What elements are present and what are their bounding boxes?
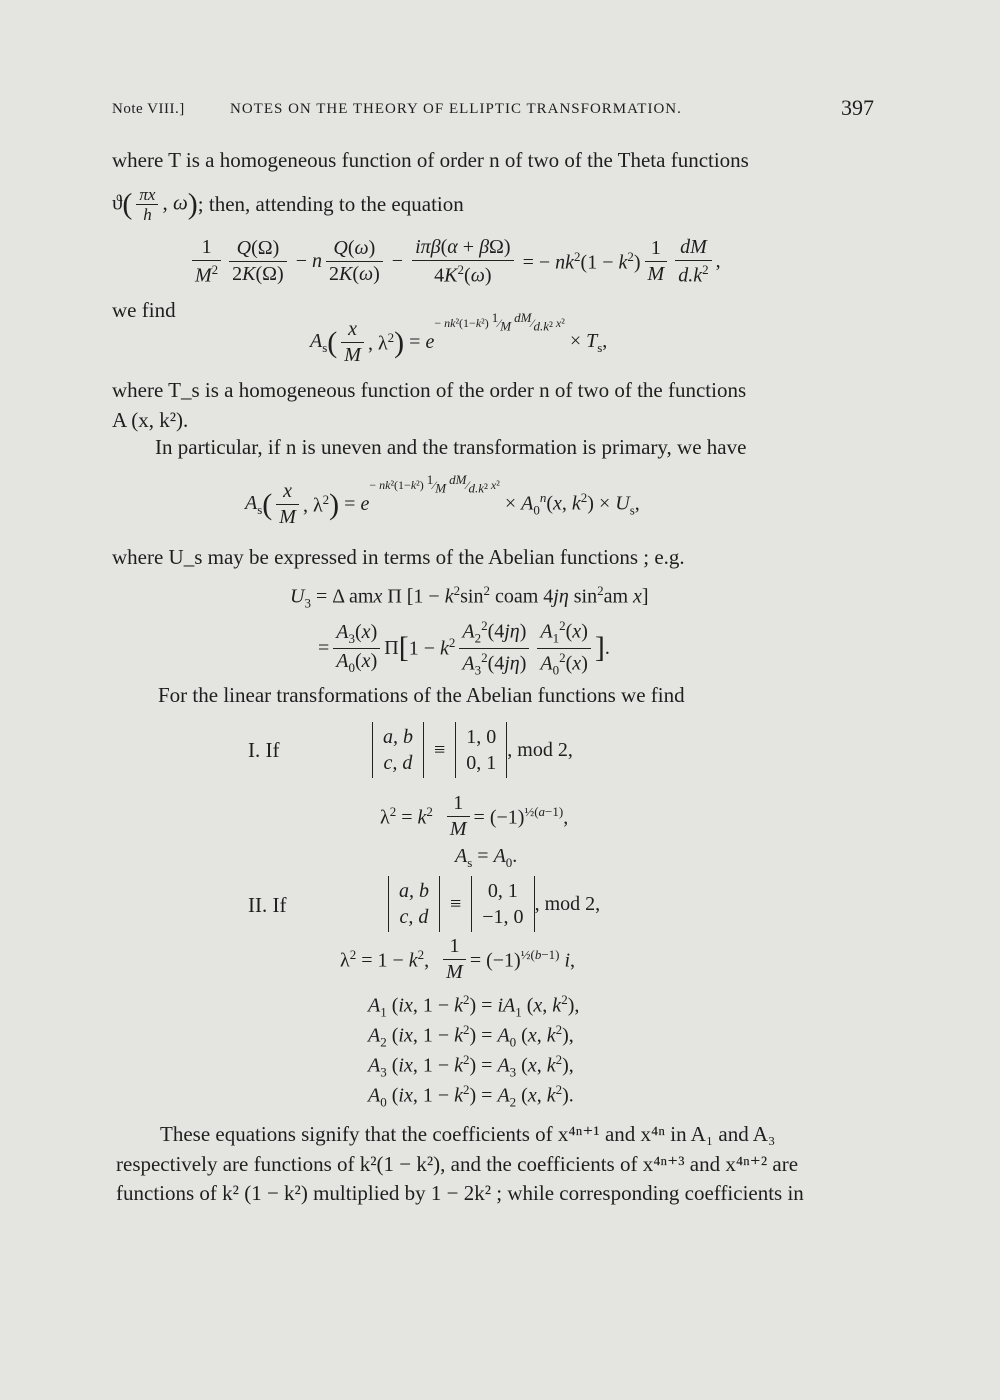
text-line-1: where T is a homogeneous function of order n of two of the Theta functions bbox=[112, 148, 749, 172]
text-line-3: where T_s is a homogeneous function of the order n of two of the functions bbox=[112, 378, 747, 402]
case-2-label: II. If bbox=[248, 893, 287, 917]
mod-2-label: , mod 2, bbox=[507, 738, 573, 761]
case-2-line-1: $\lambda^2 = 1 - k^2$, $\frac{1}{M}$ = $(-1)^{\frac{1}{2}(b-1)}$ i, bbox=[340, 935, 576, 983]
case-1-line-1: $\lambda^2 = k^2$ $\frac{1}{M}$ = $(-1)^{\frac{1}{2}(a-1)}$, bbox=[380, 792, 569, 840]
equation-2: $A_s$ ( $\frac{x}{M}$ , $\lambda^2$ ) = e − nk²(1−k²) $^1⁄_M$ $^{dM}⁄_{d.k^2}$ x² × $T_s$, bbox=[310, 310, 608, 366]
case-2-congruence: a, b c, d ≡ 0, 1 −1, 0 , mod 2, bbox=[388, 876, 600, 932]
header-title: NOTES ON THE THEORY OF ELLIPTIC TRANSFORMATION. bbox=[230, 101, 682, 117]
text-line-7: For the linear transformations of the Abelian functions we find bbox=[158, 683, 685, 707]
text-line-4: A (x, k²). bbox=[112, 408, 189, 432]
case-1-label: I. If bbox=[248, 738, 280, 762]
paragraph-line-3: functions of k² (1 − k²) multiplied by 1 − 2k² ; while corresponding coefficients in bbox=[116, 1181, 804, 1205]
text-line-2-row bbox=[112, 186, 464, 223]
case-2-line-3: $A_2$ (ix, $1 - k^2) = A_0$ (x, $k^2$), bbox=[368, 1022, 574, 1050]
running-header bbox=[112, 95, 874, 125]
paragraph-line-2: respectively are functions of k²(1 − k²), and the coefficients of x⁴ⁿ⁺³ and x⁴ⁿ⁺² are bbox=[116, 1152, 799, 1176]
case-2-line-4: $A_3$ (ix, $1 - k^2) = A_3$ (x, $k^2$), bbox=[368, 1052, 574, 1080]
matrix-rotation: 0, 1 −1, 0 bbox=[471, 876, 534, 932]
paragraph-line-1: These equations signify that the coefficients of x⁴ⁿ⁺¹ and x⁴ⁿ in A₁ and A₃ bbox=[160, 1122, 776, 1146]
equation-5: = $\frac{A_3(x)}{A_0(x)}$ Π [ $1 - k^2$ $\frac{A_2^2(4j\eta)}{A_3^2(4j\eta)}$ $\frac{A_1^2(x)}{A_0^2(x)}$ ] . bbox=[318, 618, 610, 678]
theta-function: ϑ( $\frac{\pi x}{h}$ , ω) bbox=[112, 185, 198, 224]
mod-2-label-2: , mod 2, bbox=[534, 892, 601, 915]
matrix-abcd-2: a, b c, d bbox=[388, 876, 440, 932]
case-1-congruence: a, b c, d ≡ 1, 0 0, 1 , mod 2, bbox=[372, 722, 573, 778]
page-number: 397 bbox=[841, 95, 874, 120]
text-line-2: ; then, attending to the equation bbox=[197, 192, 464, 216]
matrix-abcd-1: a, b c, d bbox=[372, 722, 424, 778]
equation-1: $\frac{1}{M^2}$ $\frac{Q(\Omega)}{2K(\Omega)}$ − n $\frac{Q(\omega)}{2K(\omega)}$ − $\frac{\text{iπβ(α + βΩ)}}{4K^2(\omega)}$ = − $nk^2(1 - k^2)$ $\frac{1}{M}$ $\frac{dM}{d.k^2}$ , bbox=[188, 236, 721, 288]
case-2-line-5: $A_0$ (ix, $1 - k^2) = A_2$ (x, $k^2$). bbox=[368, 1082, 574, 1110]
text-line-5: In particular, if n is uneven and the transformation is primary, we have bbox=[155, 435, 747, 459]
matrix-identity: 1, 0 0, 1 bbox=[455, 722, 507, 778]
note-label: Note VIII.] bbox=[112, 101, 185, 117]
case-2-line-2: $A_1$ (ix, $1 - k^2) = iA_1$ (x, $k^2$), bbox=[368, 992, 580, 1020]
we-find-label: we find bbox=[112, 298, 176, 322]
case-1-line-2: $A_s = A_0$. bbox=[455, 845, 518, 870]
equation-3: $A_s$ ( $\frac{x}{M}$ , $\lambda^2$ ) = e − nk²(1−k²) $^1⁄_M$ $^{dM}⁄_{d.k^2}$ x² × $A_0^n(x$, $k^2) \times U_s$, bbox=[245, 472, 640, 528]
equation-4: $U_3 = \Delta$ amx Π [$1 - k^2\sin^2$ coam 4jη $\sin^2am$ x] bbox=[290, 583, 649, 611]
text-line-6: where U_s may be expressed in terms of the Abelian functions ; e.g. bbox=[112, 545, 685, 569]
